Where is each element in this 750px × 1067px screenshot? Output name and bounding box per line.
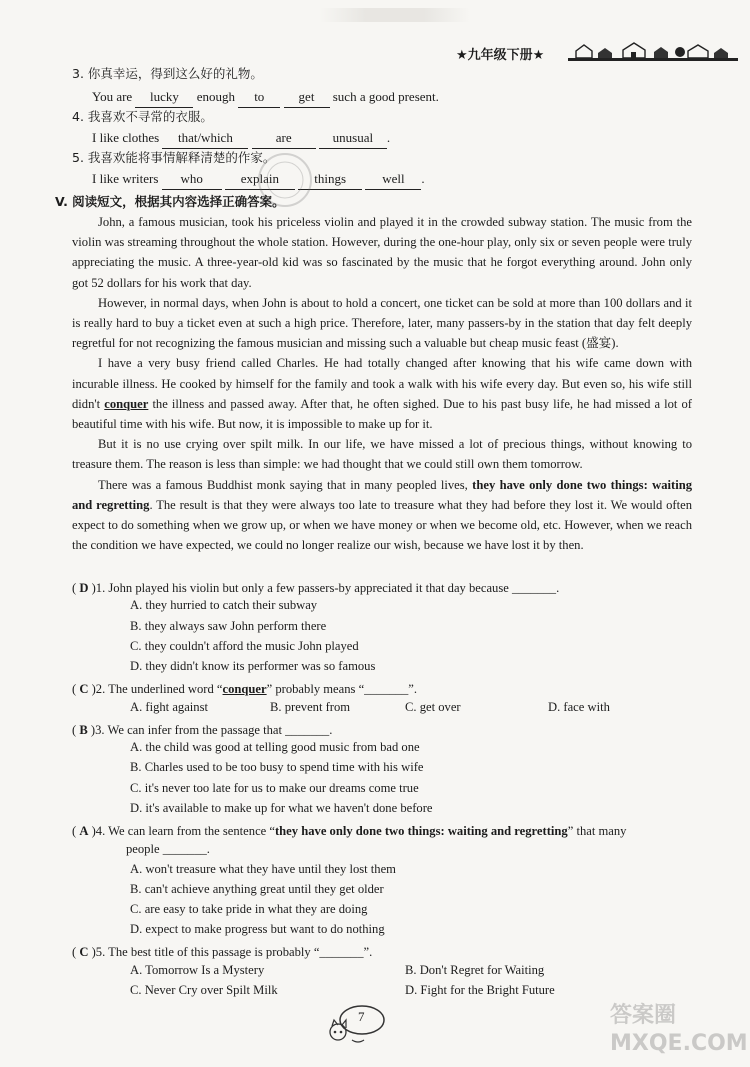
question-stem: ” probably means “_______”. [266,682,417,696]
question-stem: John played his violin but only a few passers-by appreciated it that day because _______. [108,581,560,595]
question-stem-continued: people _______. [126,842,210,856]
cartoon-cat-icon [322,998,392,1048]
section-heading: V. 阅读短文，根据其内容选择正确答案。 [55,194,285,209]
paragraph-text: the illness and passed away. After that, he often sighed. Due to his past busy life, he had missed a lot of beautiful time with his wife. But now, it is impossible to make up for it. [72,396,692,432]
bold-quote: they have only done two things: waiting and regretting [274,824,568,838]
answer-blank: things [298,169,362,190]
passage-paragraph: But it is no use crying over spilt milk. In our life, we have missed a lot of precious things, without knowing to treasure them. The reason is less than simple: we had thought that we could still own them tomorrow. [72,437,692,472]
answer-blank: who [162,169,222,190]
exercise-item-5-chinese: 5. 我喜欢能将事情解释清楚的作家。 [72,150,276,165]
question-number: )5. [91,945,106,959]
option: C. it's never too late for us to make our dreams come true [130,781,419,795]
exercise-item-3-english [92,87,712,108]
answer-letter: B [79,723,88,737]
answer-blank: to [238,87,280,108]
option: A. they hurried to catch their subway [130,598,318,612]
question-stem: We can learn from the sentence “ [108,824,275,838]
option: C. Never Cry over Spilt Milk [130,983,278,997]
answer-letter: D [79,581,89,595]
option: D. face with [548,700,610,714]
exercise-item-4-english [92,128,712,149]
sentence-text: . [386,130,391,145]
answer-letter: C [79,945,89,959]
option: A. Tomorrow Is a Mystery [130,963,265,977]
question-5: ( C )5. The best title of this passage is probably “_______”. [72,945,373,959]
option: C. are easy to take pride in what they are doing [130,902,368,916]
passage-paragraph: However, in normal days, when John is about to hold a concert, one ticket can be sold at more than 100 dollars and it is really hard to buy a ticket even at such a high price. Therefore, later, many passers-by in the station that day felt deeply regretful for not recognizing the famous musician and missing such a valuable but cheap music feast (盛宴). [72,295,692,351]
question-stem: ” that many [567,824,627,838]
option: B. prevent from [270,700,351,714]
option: A. won't treasure what they have until they lost them [130,862,396,876]
option: A. fight against [130,700,208,714]
watermark [610,1002,748,1060]
bold-quote: they have only done two things: waiting and regretting [72,477,692,512]
answer-blank: that/which [162,128,248,149]
passage-paragraph [72,353,692,434]
sentence-text: I like clothes [92,130,160,145]
underlined-word: conquer [222,682,267,696]
answer-blank: well [365,169,421,190]
sentence-text: such a good present. [332,89,439,104]
passage-paragraph [72,475,692,556]
paragraph-text: . The result is that they were always too late to treasure what they had before they lost it. We would often expect to do something when we grow up, or when we have money or when we become old, etc. However, when we reach the condition we have expected, we could no longer realize our wish, because we have lost it by then. [72,497,692,553]
stamp-icon [250,150,320,210]
answer-blank: lucky [135,87,193,108]
question-3: ( B )3. We can infer from the passage that _______. [72,723,333,737]
option: B. Charles used to be too busy to spend time with his wife [130,760,424,774]
option: C. they couldn't afford the music John played [130,639,359,653]
underlined-word: conquer [104,396,149,411]
exercise-item-4-chinese: 4. 我喜欢不寻常的衣服。 [72,109,213,124]
page-number: 7 [358,1009,365,1024]
exercise-item-5-english [92,169,712,190]
paragraph-text: I have a very busy friend called Charles. He had totally changed after knowing that his wife came down with incurable illness. He cooked by himself for the family and took a walk with his wife every day. But even so, his wife still didn't [72,356,692,411]
sentence-text: I like writers [92,171,159,186]
header-title: ★九年级下册★ [456,48,545,63]
village-decoration-icon [568,40,738,66]
answer-letter: A [79,824,89,838]
question-stem: The underlined word “ [108,682,223,696]
watermark-text: 答案圈 MXQE.COM [610,1003,748,1056]
option: B. can't achieve anything great until they get older [130,882,384,896]
answer-blank: are [252,128,316,149]
question-number: )4. [91,824,106,838]
question-stem: We can infer from the passage that _______. [107,723,333,737]
option: D. Fight for the Bright Future [405,983,555,997]
sentence-text: You are [92,89,133,104]
passage-paragraph: John, a famous musician, took his priceless violin and played it in the crowded subway station. The music from the violin was streaming throughout the whole station. However, during the one-hour play, only six or seven people were truly appreciating the music. A three-year-old kid was so fascinated by the music that he forgot everything around. John only got 52 dollars for his work that day. [72,215,692,290]
sentence-text: enough [196,89,235,104]
question-stem: The best title of this passage is probably “_______”. [108,945,373,959]
answer-blank: get [284,87,330,108]
answer-blank: explain [225,169,295,190]
exercise-item-3-chinese: 3. 你真幸运，得到这么好的礼物。 [72,66,263,81]
option: B. they always saw John perform there [130,619,327,633]
page-number-badge [322,998,392,1048]
question-number: )2. [91,682,106,696]
answer-letter: C [79,682,89,696]
option: D. they didn't know its performer was so famous [130,659,376,673]
question-number: )1. [91,581,106,595]
reading-passage [72,212,692,555]
option: B. Don't Regret for Waiting [405,963,545,977]
question-1: ( D )1. John played his violin but only a few passers-by appreciated it that day because _______. [72,581,560,595]
page-header [450,40,740,66]
question-2: ( C )2. The underlined word “conquer” probably means “_______”. [72,682,417,696]
question-4: ( A )4. We can learn from the sentence “they have only done two things: waiting and regretting” that many [72,824,627,838]
option: C. get over [405,700,461,714]
question-number: )3. [90,723,105,737]
sentence-text: . [421,171,425,186]
answer-blank: unusual [319,128,387,149]
option: D. it's available to make up for what we haven't done before [130,801,433,815]
option: D. expect to make progress but want to do nothing [130,922,385,936]
paragraph-text: There was a famous Buddhist monk saying that in many peopled lives, [98,477,468,492]
option: A. the child was good at telling good music from bad one [130,740,420,754]
scan-shadow [320,8,470,22]
